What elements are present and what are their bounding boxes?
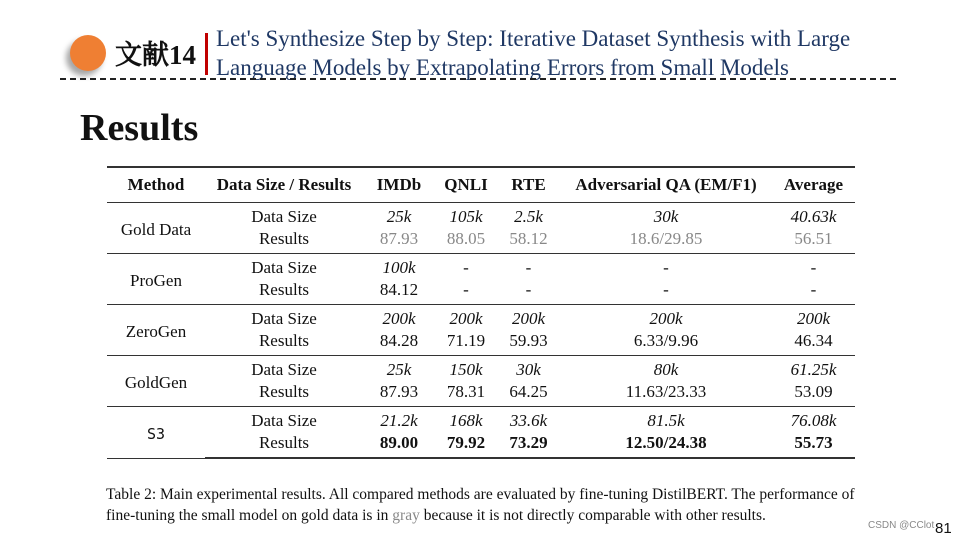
table-cell: [363, 407, 435, 433]
table-cell: [772, 228, 855, 254]
table-cell: [435, 254, 497, 280]
table-cell: [560, 305, 772, 331]
cell-value: 81.5k: [647, 411, 685, 430]
method-cell: S3: [107, 407, 205, 459]
table-cell: [363, 279, 435, 305]
cell-value: 79.92: [446, 433, 486, 452]
table-cell: [497, 330, 560, 356]
table-cell: [205, 279, 363, 305]
cell-value: 84.12: [379, 280, 419, 299]
table-cell: [497, 356, 560, 382]
table-row-results: [107, 330, 855, 356]
table-cell: [435, 356, 497, 382]
cell-value: 25k: [386, 360, 412, 379]
table-cell: [560, 203, 772, 229]
table-cell: [497, 381, 560, 407]
cell-value: 80k: [653, 360, 679, 379]
table-cell: [560, 407, 772, 433]
table-cell: [497, 305, 560, 331]
cell-value: Results: [258, 331, 310, 350]
table-cell: [435, 279, 497, 305]
table-cell: [205, 356, 363, 382]
table-cell: [560, 254, 772, 280]
table-cell: [772, 356, 855, 382]
cell-value: 61.25k: [790, 360, 837, 379]
title-line-2: Language Models by Extrapolating Errors from Small Models: [216, 55, 789, 80]
table-cell: [363, 254, 435, 280]
cell-value: 88.05: [446, 229, 486, 248]
table-cell: [363, 228, 435, 254]
table-cell: [435, 381, 497, 407]
table-cell: [560, 381, 772, 407]
table-row-results: [107, 228, 855, 254]
table-cell: [205, 305, 363, 331]
cell-value: -: [525, 258, 532, 277]
table-row-results: [107, 279, 855, 305]
cell-value: 87.93: [379, 229, 419, 248]
table-cell: [772, 330, 855, 356]
table-cell: [205, 203, 363, 229]
table-row-data-size: [107, 254, 855, 280]
table-cell: [205, 330, 363, 356]
cell-value: 78.31: [446, 382, 486, 401]
cell-value: -: [810, 280, 817, 299]
cell-value: 200k: [382, 309, 416, 328]
table-row-results: [107, 381, 855, 407]
cell-value: -: [810, 258, 817, 277]
cell-value: Results: [258, 280, 310, 299]
cell-value: 71.19: [446, 331, 486, 350]
table-row-data-size: [107, 203, 855, 229]
method-cell: GoldGen: [107, 356, 205, 407]
dashed-divider: [60, 78, 896, 80]
cell-value: -: [525, 280, 532, 299]
cell-value: Data Size: [251, 411, 317, 430]
cell-value: 87.93: [379, 382, 419, 401]
table-cell: [560, 356, 772, 382]
results-table: [107, 166, 855, 459]
cell-value: Results: [258, 229, 310, 248]
table-cell: [560, 228, 772, 254]
table-row-data-size: [107, 356, 855, 382]
column-header: Adversarial QA (EM/F1): [560, 167, 772, 203]
table-row-results: [107, 432, 855, 458]
page-number: 81: [935, 520, 952, 537]
cell-value: 58.12: [509, 229, 548, 248]
table-cell: [772, 203, 855, 229]
title-divider: [205, 33, 208, 75]
table-cell: [772, 279, 855, 305]
method-cell: ZeroGen: [107, 305, 205, 356]
table-cell: [363, 330, 435, 356]
cell-value: -: [463, 280, 469, 299]
table-cell: [205, 381, 363, 407]
table-cell: [560, 432, 772, 458]
table-cell: [363, 381, 435, 407]
table-cell: [205, 432, 363, 458]
cell-value: -: [463, 258, 469, 277]
cell-value: 2.5k: [514, 207, 543, 226]
gray-word: gray: [392, 507, 420, 524]
table-cell: [205, 407, 363, 433]
cell-value: 100k: [382, 258, 416, 277]
column-header: RTE: [497, 167, 560, 203]
column-header: Data Size / Results: [205, 167, 363, 203]
cell-value: 18.6/29.85: [629, 229, 703, 248]
column-header: QNLI: [435, 167, 497, 203]
cell-value: -: [663, 258, 669, 277]
cell-value: Data Size: [251, 309, 317, 328]
table-cell: [363, 356, 435, 382]
cell-value: 21.2k: [380, 411, 418, 430]
table-row-data-size: [107, 407, 855, 433]
cell-value: 53.09: [794, 382, 833, 401]
table-cell: [497, 279, 560, 305]
table-cell: [497, 407, 560, 433]
cell-value: 200k: [449, 309, 483, 328]
cell-value: 46.34: [794, 331, 833, 350]
table-cell: [497, 203, 560, 229]
cell-value: 30k: [516, 360, 541, 379]
cell-value: Data Size: [251, 207, 317, 226]
slide-title: [216, 24, 850, 82]
cell-value: 30k: [653, 207, 679, 226]
watermark: CSDN @CClot: [868, 520, 935, 531]
cell-value: Results: [258, 382, 310, 401]
column-header: Method: [107, 167, 205, 203]
method-cell: ProGen: [107, 254, 205, 305]
orange-bullet-icon: [70, 35, 106, 71]
table-row-data-size: [107, 305, 855, 331]
table-cell: [772, 254, 855, 280]
table-cell: [435, 228, 497, 254]
table-cell: [435, 432, 497, 458]
cell-value: 55.73: [794, 433, 833, 452]
table-cell: [772, 305, 855, 331]
table-cell: [497, 228, 560, 254]
cell-value: 6.33/9.96: [633, 331, 699, 350]
cell-value: 25k: [386, 207, 412, 226]
cell-value: 64.25: [509, 382, 548, 401]
title-line-1: Let's Synthesize Step by Step: Iterative Dataset Synthesis with Large: [216, 26, 851, 51]
cell-value: 84.28: [379, 331, 419, 350]
cell-value: 40.63k: [790, 207, 837, 226]
cell-value: 59.93: [509, 331, 548, 350]
table-cell: [772, 381, 855, 407]
cell-value: 73.29: [509, 433, 548, 452]
table-cell: [435, 305, 497, 331]
table-cell: [560, 330, 772, 356]
cell-value: 150k: [449, 360, 483, 379]
column-header: IMDb: [363, 167, 435, 203]
table-cell: [497, 254, 560, 280]
cell-value: 168k: [449, 411, 483, 430]
section-heading: Results: [80, 107, 199, 149]
table-cell: [205, 254, 363, 280]
cell-value: 56.51: [794, 229, 833, 248]
method-cell: Gold Data: [107, 203, 205, 254]
table-cell: [560, 279, 772, 305]
cell-value: 200k: [649, 309, 683, 328]
cell-value: 105k: [449, 207, 483, 226]
table-cell: [772, 432, 855, 458]
table-cell: [497, 432, 560, 458]
table-cell: [205, 228, 363, 254]
table-caption: Table 2: Main experimental results. All compared methods are evaluated by fine-tuning DistilBERT. The performance of fine-tuning the small model on gold data is in gray because it is not directly comparable with other results.: [106, 486, 855, 524]
table-cell: [435, 203, 497, 229]
column-header: Average: [772, 167, 855, 203]
table-cell: [363, 305, 435, 331]
cell-value: 12.50/24.38: [625, 433, 707, 452]
table-cell: [772, 407, 855, 433]
cell-value: 33.6k: [509, 411, 548, 430]
cell-value: 11.63/23.33: [625, 382, 707, 401]
cell-value: Data Size: [251, 258, 317, 277]
cell-value: Data Size: [251, 360, 317, 379]
cell-value: 200k: [511, 309, 546, 328]
table-cell: [435, 330, 497, 356]
table-cell: [363, 432, 435, 458]
cell-value: Results: [258, 433, 310, 452]
reference-label: 文献14: [115, 40, 196, 70]
table-cell: [435, 407, 497, 433]
cell-value: -: [663, 280, 669, 299]
table-cell: [363, 203, 435, 229]
cell-value: 200k: [796, 309, 831, 328]
cell-value: 76.08k: [790, 411, 837, 430]
cell-value: 89.00: [379, 433, 419, 452]
